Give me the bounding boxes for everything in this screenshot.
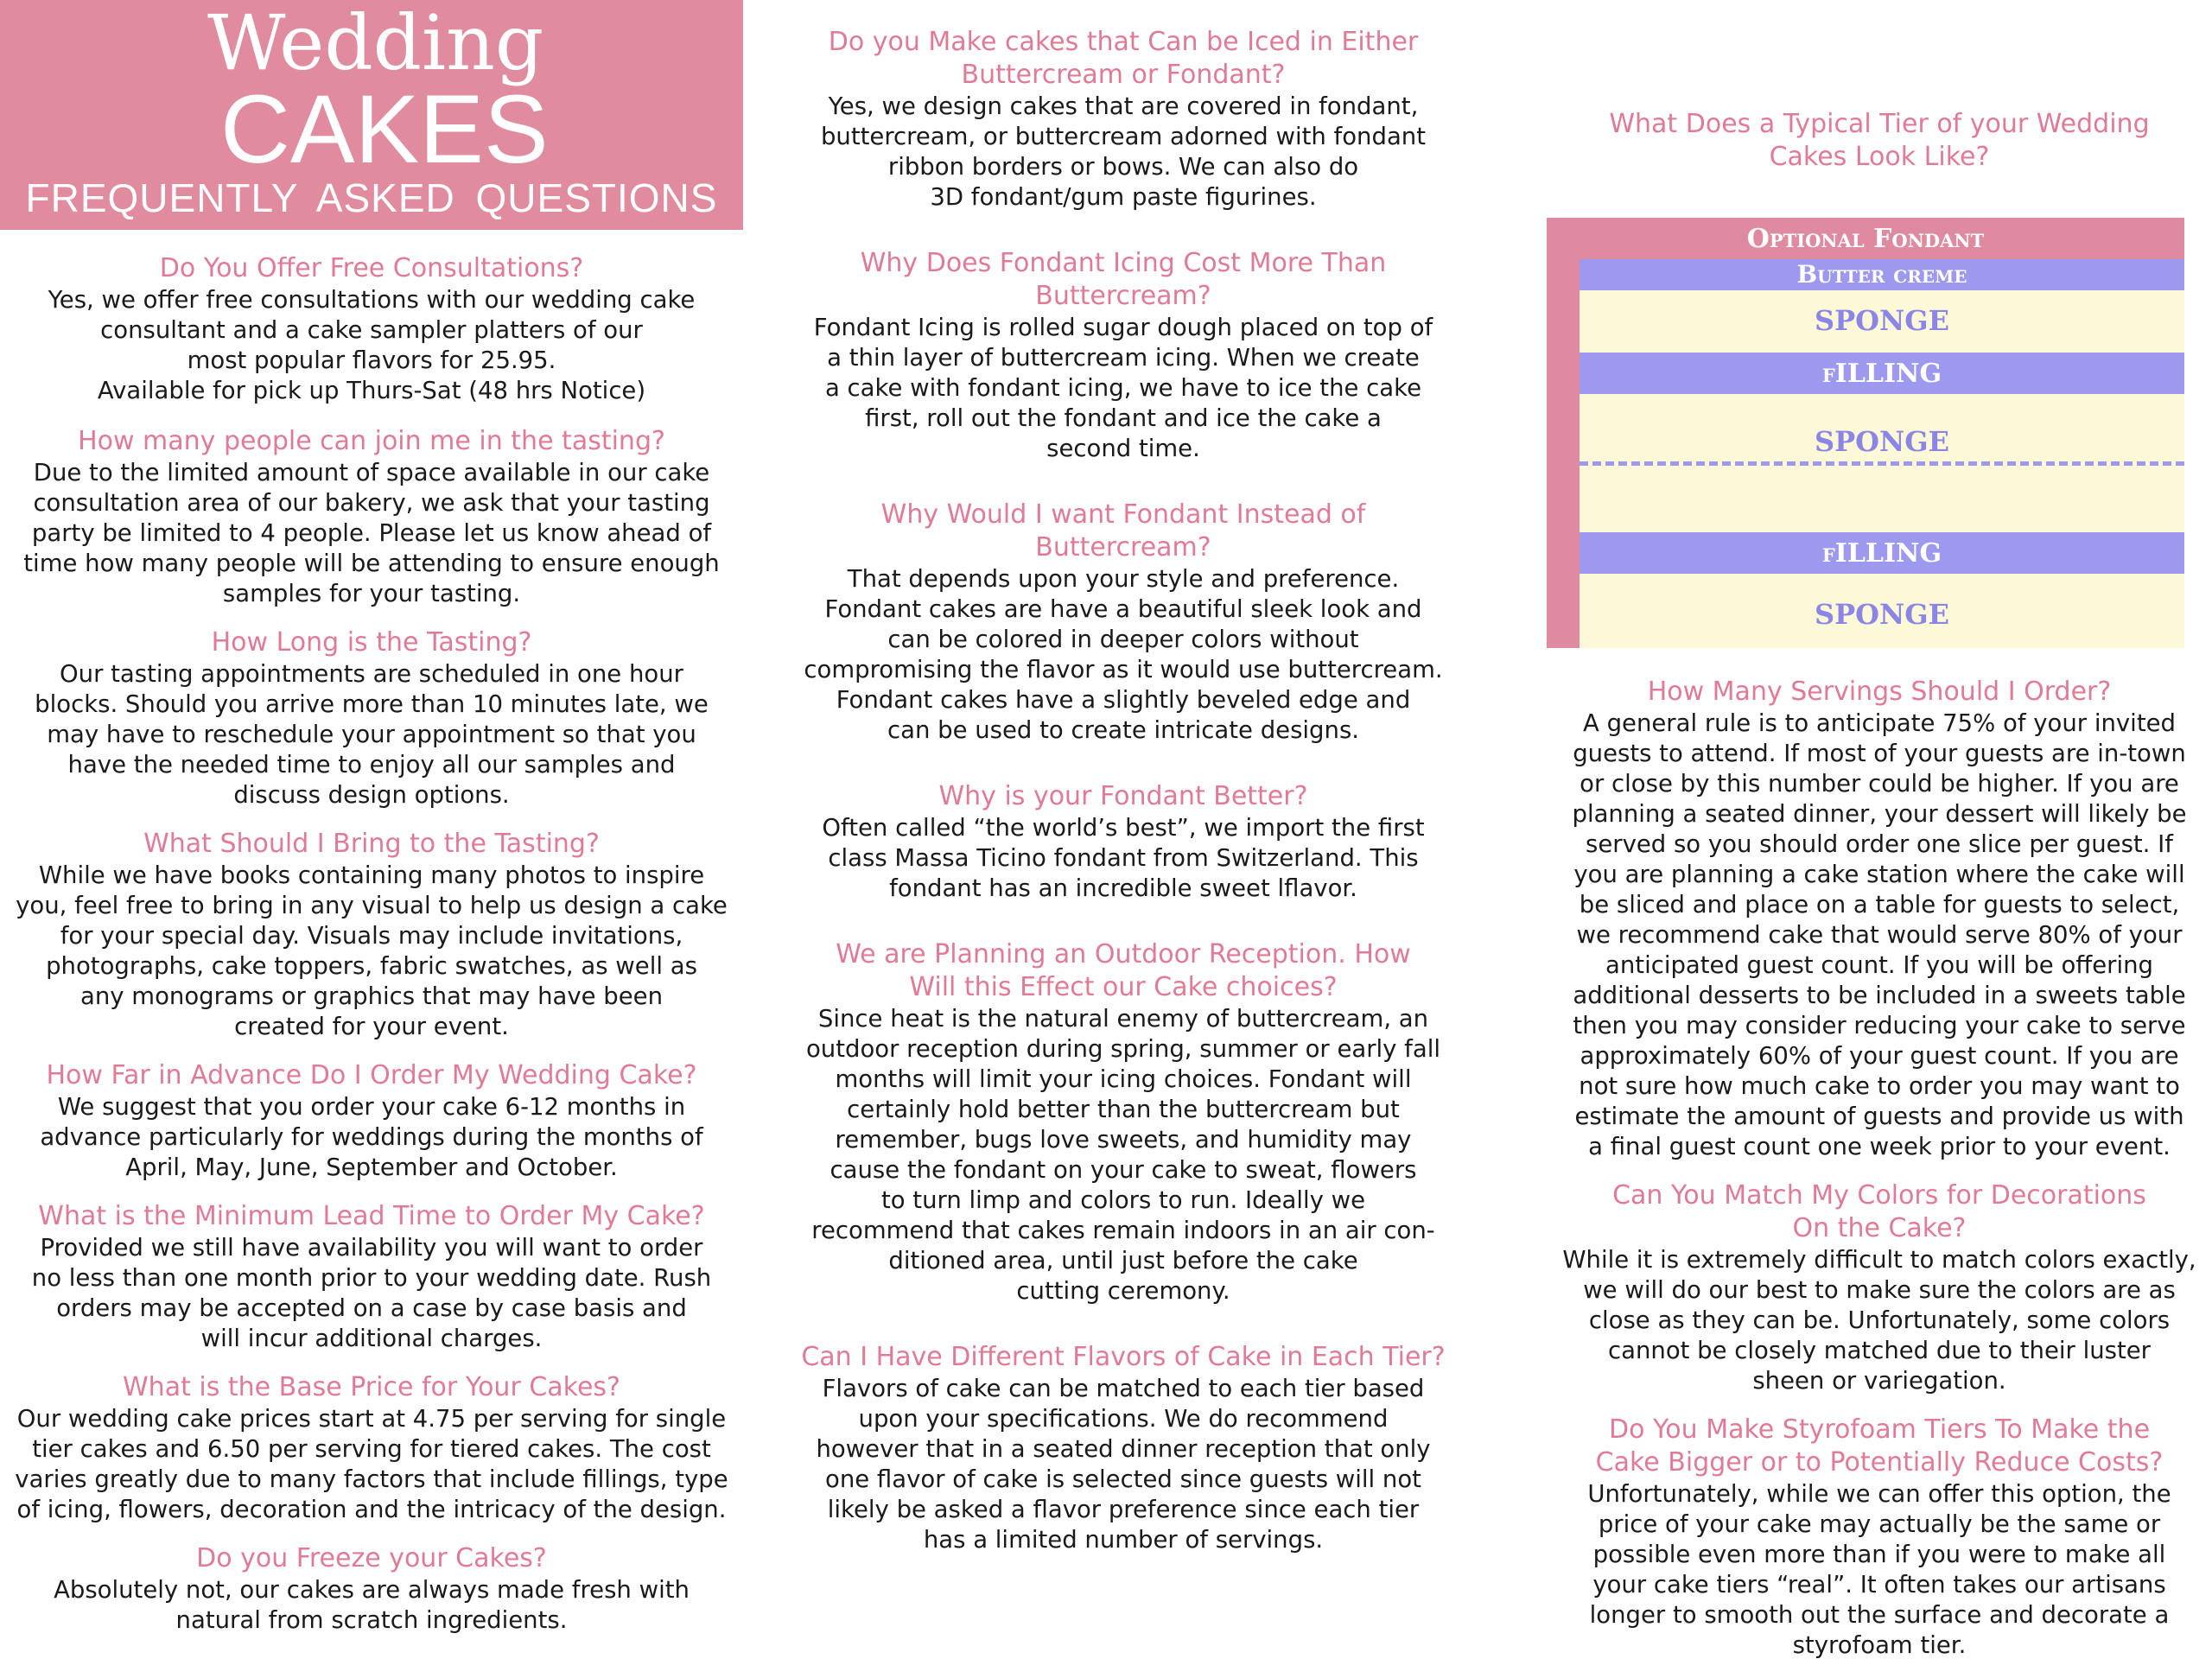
faq-item <box>782 499 1465 746</box>
faq-answer: Absolutely not, our cakes are always made fresh with natural from scratch ingredients. <box>54 1576 690 1634</box>
faq-question: What is the Minimum Lead Time to Order My Cake? <box>38 1201 705 1231</box>
tier-sponge-label: SPONGE <box>1814 425 1949 458</box>
faq-question: How Long is the Tasting? <box>211 627 532 658</box>
faq-answer: Unfortunately, while we can offer this option, the price of your cake may actually be the same or possible even more than if you were to make all your cake tiers “real”. It often takes our artisans longer to smooth out the surface and decorate a styrofoam tier. <box>1587 1480 2171 1659</box>
faq-answer: Often called “the world’s best”, we import the first class Massa Ticino fondant from Switzerland. This fondant has an incredible sweet lflavor. <box>822 814 1425 902</box>
faq-item <box>0 252 743 406</box>
faq-item <box>0 828 743 1042</box>
faq-question: Do You Make Styrofoam Tiers To Make the Cake Bigger or to Potentially Reduce Costs? <box>1595 1414 2164 1478</box>
tier-sponge-label: SPONGE <box>1814 304 1949 337</box>
faq-question: Do you Make cakes that Can be Iced in Either Buttercream or Fondant? <box>828 27 1419 90</box>
tier-diagram <box>1547 218 2184 648</box>
faq-item <box>1547 1179 2212 1396</box>
faq-item <box>0 1542 743 1636</box>
faq-item <box>782 780 1465 904</box>
faq-answer: Our tasting appointments are scheduled in one hour blocks. Should you arrive more than 10 minutes late, we may have to reschedule your appointment so that you have the needed time to enjoy all our samples and discuss design options. <box>35 660 709 809</box>
faq-answer: Provided we still have availability you will want to order no less than one month prior to your wedding date. Rush orders may be accepted on a case by case basis and will incur additional charges. <box>31 1234 712 1352</box>
tier-filling-layer: fILLING <box>1580 353 2184 394</box>
tier-dashed-divider <box>1580 461 2184 466</box>
faq-question: Can I Have Different Flavors of Cake in Each Tier? <box>801 1342 1446 1372</box>
faq-item <box>782 26 1465 213</box>
column-middle <box>782 0 1465 1555</box>
tier-optional-fondant: Optional Fondant <box>1547 218 2184 259</box>
tier-side-fondant <box>1547 259 1580 648</box>
column-right <box>1547 0 2212 174</box>
faq-answer: Due to the limited amount of space available in our cake consultation area of our bakery, we ask that your tasting party be limited to 4 people. Please let us know ahead of time how many people will be attending to ensure enough samples for your tasting. <box>23 459 720 607</box>
banner-subtitle: FREQUENTLY ASKED QUESTIONS <box>25 175 718 220</box>
faq-item <box>782 1341 1465 1555</box>
column-left <box>0 0 743 1636</box>
faq-item <box>0 425 743 609</box>
faq-item <box>782 247 1465 464</box>
tier-sponge-label: SPONGE <box>1814 598 1949 631</box>
faq-item <box>0 1059 743 1183</box>
faq-answer: While we have books containing many photos to inspire you, feel free to bring in any visual to help us design a cake for your special day. Visuals may include invitations, photographs, cake toppers, fabric swatches, as well as any monograms or graphics that may have been created for your event. <box>16 861 728 1040</box>
faq-question: We are Planning an Outdoor Reception. How Will this Effect our Cake choices? <box>836 939 1411 1002</box>
faq-item <box>1547 676 2212 1162</box>
faq-answer: Fondant Icing is rolled sugar dough placed on top of a thin layer of buttercream icing. When we create a cake with fondant icing, we have to ice the cake first, roll out the fondant and ice the cake a second time. <box>813 314 1433 462</box>
faq-item <box>0 1371 743 1525</box>
faq-answer: A general rule is to anticipate 75% of your invited guests to attend. If most of your guests are in-town or close by this number could be higher. If you are planning a seated dinner, your dessert will likely be served so you should order one slice per guest. If you are planning a cake station where the cake will be sliced and place on a table for guests to select, we recommend cake that would serve 80% of your anticipated guest count. If you will be offering additional desserts to be included in a sweets table then you may consider reducing your cake to serve approximately 60% of your guest count. If you are not sure how much cake to order you may want to estimate the amount of guests and provide us with a final guest count one week prior to your event. <box>1572 709 2187 1160</box>
faq-question: How many people can join me in the tasting? <box>78 426 665 456</box>
faq-question: How Many Servings Should I Order? <box>1647 677 2112 707</box>
faq-answer: Flavors of cake can be matched to each tier based upon your specifications. We do recommend however that in a seated dinner reception that only one flavor of cake is selected since guests will not likely be asked a flavor preference since each tier has a limited number of servings. <box>816 1375 1431 1554</box>
faq-question: Why Does Fondant Icing Cost More Than Buttercream? <box>860 248 1387 311</box>
faq-answer: Yes, we design cakes that are covered in fondant, buttercream, or buttercream adorned with fondant ribbon borders or bows. We can also do 3D fondant/gum paste figurines. <box>820 92 1427 211</box>
title-banner <box>0 0 743 230</box>
banner-word-cakes: CAKES <box>220 75 549 183</box>
faq-question: What is the Base Price for Your Cakes? <box>123 1372 620 1402</box>
tier-filling-layer: fILLING <box>1580 532 2184 574</box>
faq-answer: That depends upon your style and preference. Fondant cakes are have a beautiful sleek look and can be colored in deeper colors without compromising the flavor as it would use buttercream. Fondant cakes have a slightly beveled edge and can be used to create intricate designs. <box>804 565 1443 744</box>
faq-answer: Our wedding cake prices start at 4.75 per serving for single tier cakes and 6.50 per serving for tiered cakes. The cost varies greatly due to many factors that include fillings, type of icing, flowers, decoration and the intricacy of the design. <box>15 1405 728 1523</box>
faq-question: Do you Freeze your Cakes? <box>196 1543 547 1573</box>
faq-answer: Yes, we offer free consultations with our wedding cake consultant and a cake sampler platters of our most popular flavors for 25.95. Available for pick up Thurs-Sat (48 hrs Notice) <box>48 286 696 404</box>
faq-answer: Since heat is the natural enemy of buttercream, an outdoor reception during spring, summer or early fall months will limit your icing choices. Fondant will certainly hold better than the buttercream but remember, bugs love sweets, and humidity may cause the fondant on your cake to sweat, flowers to turn limp and colors to run. Ideally we recommend that cakes remain indoors in an air con- ditioned area, until just before the cake cutting ceremony. <box>805 1005 1440 1305</box>
tier-butter-creme: Butter creme <box>1580 259 2184 290</box>
faq-question: Why Would I want Fondant Instead of Buttercream? <box>880 499 1366 563</box>
faq-question: Can You Match My Colors for Decorations On the Cake? <box>1612 1180 2146 1243</box>
faq-answer: We suggest that you order your cake 6-12 months in advance particularly for weddings during the months of April, May, June, September and October. <box>40 1093 703 1181</box>
faq-item <box>1547 1414 2212 1661</box>
faq-question: What Should I Bring to the Tasting? <box>143 829 600 859</box>
banner-word-wedding: Wedding <box>207 0 544 87</box>
column-right-faq <box>1547 676 2212 1661</box>
faq-item <box>782 938 1465 1306</box>
faq-question: Do You Offer Free Consultations? <box>159 253 584 283</box>
faq-question: Why is your Fondant Better? <box>938 781 1308 811</box>
faq-question: How Far in Advance Do I Order My Wedding Cake? <box>46 1060 697 1090</box>
faq-item <box>0 626 743 810</box>
faq-answer: While it is extremely difficult to match colors exactly, we will do our best to make sure the colors are as close as they can be. Unfortunately, some colors cannot be closely matched due to their luster sheen or variegation. <box>1562 1246 2196 1395</box>
tier-diagram-heading: What Does a Typical Tier of your Wedding Cakes Look Like? <box>1609 109 2150 172</box>
faq-item <box>0 1200 743 1354</box>
